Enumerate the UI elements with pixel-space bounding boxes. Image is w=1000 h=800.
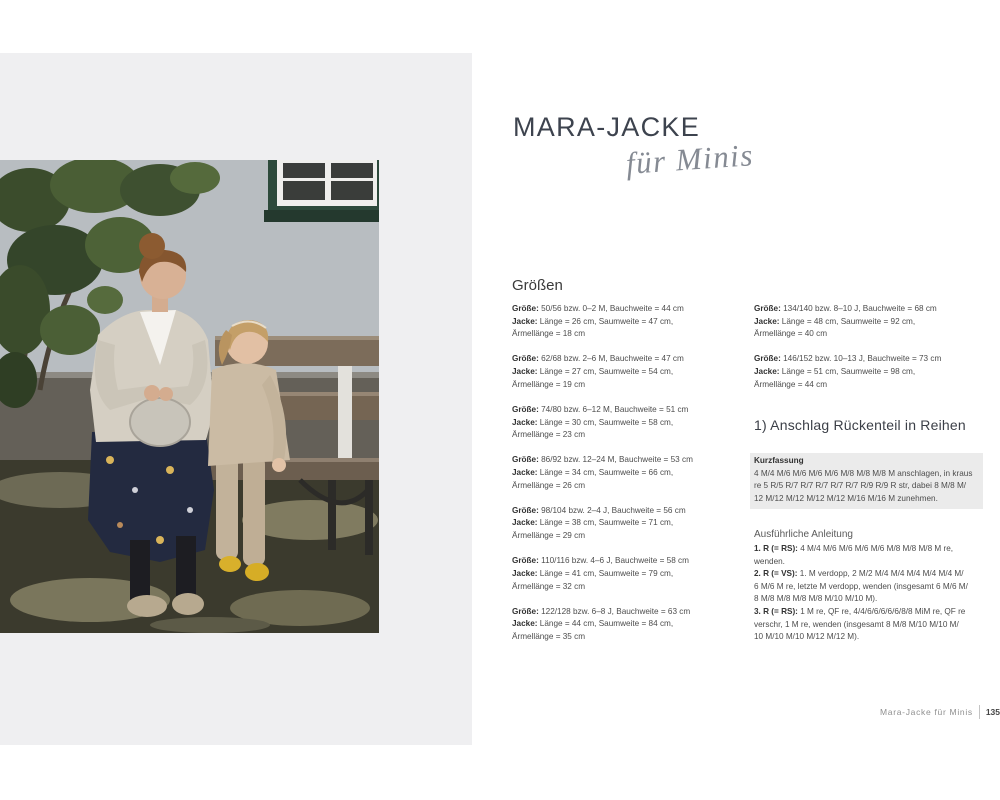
size-label: Größe: bbox=[512, 354, 539, 364]
photo-woman-shape bbox=[159, 387, 173, 401]
photo-woman-shape bbox=[166, 466, 174, 474]
size-label: Größe: bbox=[512, 556, 539, 566]
photo-woman-shape bbox=[172, 593, 204, 615]
sleeve-length: Ärmellänge = 32 cm bbox=[512, 581, 586, 591]
photo-woman-shape bbox=[132, 487, 138, 493]
photo-child-shape bbox=[216, 456, 238, 560]
photo-window-shape bbox=[264, 210, 379, 222]
size-line bbox=[512, 303, 693, 316]
jacket-label: Jacke: bbox=[512, 417, 538, 427]
jacket-value: Länge = 48 cm, Saumweite = 92 cm, bbox=[781, 316, 916, 326]
size-value: 134/140 bzw. 8–10 J, Bauchweite = 68 cm bbox=[783, 304, 937, 313]
size-label: Größe: bbox=[754, 304, 781, 313]
detail-instructions bbox=[754, 543, 968, 644]
instruction-line: wenden. bbox=[754, 556, 785, 566]
photo-tree-shape bbox=[87, 286, 123, 314]
sleeve-length: Ärmellänge = 23 cm bbox=[512, 430, 586, 440]
photo-woman-shape bbox=[130, 540, 150, 602]
summary-label: Kurzfassung bbox=[754, 456, 804, 465]
photo-woman-shape bbox=[106, 456, 114, 464]
size-entry bbox=[512, 404, 693, 442]
photo-woman-shape bbox=[144, 385, 160, 401]
instruction-text: 4 M/4 M/6 M/6 M/6 M/6 M/8 M/8 M/8 M re, bbox=[800, 544, 954, 553]
size-entry bbox=[512, 303, 693, 341]
size-entry bbox=[512, 454, 693, 492]
sizes-column-left bbox=[512, 303, 693, 656]
sleeve-length: Ärmellänge = 40 cm bbox=[754, 329, 828, 339]
photo-woman-shape bbox=[127, 595, 167, 617]
photo-window-shape bbox=[331, 178, 373, 181]
page-number: 135 bbox=[985, 707, 1000, 717]
jacket-label: Jacke: bbox=[512, 619, 538, 629]
instruction-line: 6 M/6 M re, letzte M verdopp, wenden (insgesamt 6 M/6 M/ bbox=[754, 581, 968, 591]
jacket-value: Länge = 27 cm, Saumweite = 54 cm, bbox=[539, 367, 674, 377]
jacket-value: Länge = 26 cm, Saumweite = 47 cm, bbox=[539, 316, 674, 326]
size-label: Größe: bbox=[512, 505, 539, 515]
summary-line: 12 M/12 M/12 M/12 M/12 M/16 M/16 M zunehmen. bbox=[754, 493, 938, 503]
size-label: Größe: bbox=[512, 404, 539, 414]
photo-woman-shape bbox=[130, 398, 190, 446]
size-line bbox=[512, 606, 693, 619]
jacket-line bbox=[512, 417, 693, 430]
jacket-label: Jacke: bbox=[512, 367, 538, 377]
row-label: 1. R (= RS): bbox=[754, 544, 798, 553]
instruction-line bbox=[754, 606, 968, 619]
instruction-line: 10 M/10 M/10 M/12 M/12 M). bbox=[754, 632, 860, 642]
sleeve-length: Ärmellänge = 19 cm bbox=[512, 379, 586, 389]
size-value: 110/116 bzw. 4–6 J, Bauchweite = 58 cm bbox=[541, 556, 689, 566]
photo-child-shape bbox=[245, 563, 269, 581]
sizes-heading: Größen bbox=[512, 277, 563, 294]
jacket-label: Jacke: bbox=[512, 568, 538, 578]
page-title: MARA-JACKE bbox=[513, 112, 701, 142]
size-line bbox=[754, 353, 941, 366]
sleeve-length: Ärmellänge = 29 cm bbox=[512, 531, 586, 541]
photo-woman-shape bbox=[156, 536, 164, 544]
sleeve-length: Ärmellänge = 26 cm bbox=[512, 480, 586, 490]
running-title: Mara-Jacke für Minis bbox=[880, 707, 973, 717]
jacket-label: Jacke: bbox=[512, 468, 538, 477]
photo-child-shape bbox=[219, 556, 241, 572]
size-value: 122/128 bzw. 6–8 J, Bauchweite = 63 cm bbox=[541, 606, 691, 616]
photo-window-shape bbox=[283, 178, 325, 181]
jacket-line bbox=[512, 467, 693, 480]
photo-woman-shape bbox=[187, 507, 193, 513]
size-label: Größe: bbox=[754, 354, 781, 364]
photo-bench-shape bbox=[365, 480, 373, 555]
photo-tree-shape bbox=[40, 305, 100, 355]
jacket-label: Jacke: bbox=[512, 316, 538, 326]
photo-window-shape bbox=[283, 163, 325, 200]
size-entry bbox=[754, 303, 941, 341]
photo-ground-shape bbox=[150, 617, 270, 633]
photo-woman-shape bbox=[176, 536, 196, 596]
row-label: 2. R (= VS): bbox=[754, 569, 798, 579]
row-label: 3. R (= RS): bbox=[754, 606, 798, 616]
jacket-line bbox=[512, 366, 693, 379]
photo-tree-shape bbox=[170, 162, 220, 194]
instruction-text: 1. M verdopp, 2 M/2 M/4 M/4 M/4 M/4 M/4 M/ bbox=[799, 569, 964, 579]
jacket-label: Jacke: bbox=[754, 316, 780, 326]
sleeve-length: Ärmellänge = 44 cm bbox=[754, 379, 828, 389]
photo-window bbox=[264, 160, 379, 222]
jacket-value: Länge = 51 cm, Saumweite = 98 cm, bbox=[781, 367, 916, 377]
size-value: 74/80 bzw. 6–12 M, Bauchweite = 51 cm bbox=[541, 404, 689, 414]
size-value: 86/92 bzw. 12–24 M, Bauchweite = 53 cm bbox=[541, 455, 693, 465]
summary-line: re 5 R/5 R/7 R/7 R/7 R/7 R/7 R/9 R/9 R str, dabei 8 M/8 M/ bbox=[754, 481, 967, 491]
page-subtitle-script: für Minis bbox=[624, 137, 755, 181]
photo-woman-shape bbox=[117, 522, 123, 528]
instruction-line: verschr, 1 M re, wenden (insgesamt 8 M/8 M/10 M/10 M/ bbox=[754, 619, 959, 629]
instruction-line bbox=[754, 568, 968, 581]
sleeve-length: Ärmellänge = 18 cm bbox=[512, 329, 586, 339]
detail-heading: Ausführliche Anleitung bbox=[754, 529, 853, 540]
jacket-label: Jacke: bbox=[754, 367, 780, 377]
jacket-line bbox=[512, 618, 693, 631]
sizes-column-right bbox=[754, 303, 941, 404]
size-label: Größe: bbox=[512, 606, 539, 616]
size-line bbox=[512, 404, 693, 417]
jacket-value: Länge = 34 cm, Saumweite = 66 cm, bbox=[539, 468, 674, 477]
size-value: 98/104 bzw. 2–4 J, Bauchweite = 56 cm bbox=[541, 505, 686, 515]
instruction-text: 1 M re, QF re, 4/4/6/6/6/6/6/8/8 MiM re, QF re bbox=[800, 606, 966, 616]
jacket-line bbox=[754, 366, 941, 379]
size-value: 62/68 bzw. 2–6 M, Bauchweite = 47 cm bbox=[541, 354, 684, 364]
size-entry bbox=[512, 353, 693, 391]
size-line bbox=[512, 555, 693, 568]
instruction-line bbox=[754, 543, 968, 556]
size-label: Größe: bbox=[512, 455, 539, 465]
jacket-line bbox=[512, 316, 693, 329]
size-line bbox=[512, 505, 693, 518]
jacket-line bbox=[512, 568, 693, 581]
section-heading: 1) Anschlag Rückenteil in Reihen bbox=[754, 417, 966, 433]
jacket-value: Länge = 30 cm, Saumweite = 58 cm, bbox=[539, 417, 674, 427]
photo-child-shape bbox=[243, 456, 265, 566]
size-value: 50/56 bzw. 0–2 M, Bauchweite = 44 cm bbox=[541, 304, 684, 313]
sleeve-length: Ärmellänge = 35 cm bbox=[512, 632, 586, 641]
jacket-value: Länge = 41 cm, Saumweite = 79 cm, bbox=[539, 568, 674, 578]
size-entry bbox=[512, 555, 693, 593]
photo bbox=[0, 160, 379, 633]
size-entry bbox=[754, 353, 941, 391]
photo-bench-shape bbox=[328, 480, 336, 550]
jacket-line bbox=[754, 316, 941, 329]
jacket-line bbox=[512, 517, 693, 530]
photo-child-shape bbox=[272, 458, 286, 472]
summary-box bbox=[750, 453, 983, 509]
summary-line: 4 M/4 M/6 M/6 M/6 M/6 M/8 M/8 M/8 M anschlagen, in kraus bbox=[754, 468, 973, 478]
photo-window-shape bbox=[331, 163, 373, 200]
footer-divider bbox=[979, 705, 980, 719]
photo-woman-shape bbox=[139, 233, 165, 259]
size-value: 146/152 bzw. 10–13 J, Bauchweite = 73 cm bbox=[783, 354, 942, 364]
jacket-value: Länge = 44 cm, Saumweite = 84 cm, bbox=[539, 619, 674, 629]
instruction-line: 8 M/8 M/8 M/8 M/8 M/10 M/10 M). bbox=[754, 594, 878, 604]
size-label: Größe: bbox=[512, 304, 539, 313]
size-line bbox=[512, 454, 693, 467]
size-entry bbox=[512, 505, 693, 543]
size-line bbox=[512, 353, 693, 366]
size-entry bbox=[512, 606, 693, 644]
jacket-value: Länge = 38 cm, Saumweite = 71 cm, bbox=[539, 518, 674, 528]
size-line bbox=[754, 303, 941, 316]
jacket-label: Jacke: bbox=[512, 518, 538, 528]
photo-bench-shape bbox=[338, 366, 352, 458]
